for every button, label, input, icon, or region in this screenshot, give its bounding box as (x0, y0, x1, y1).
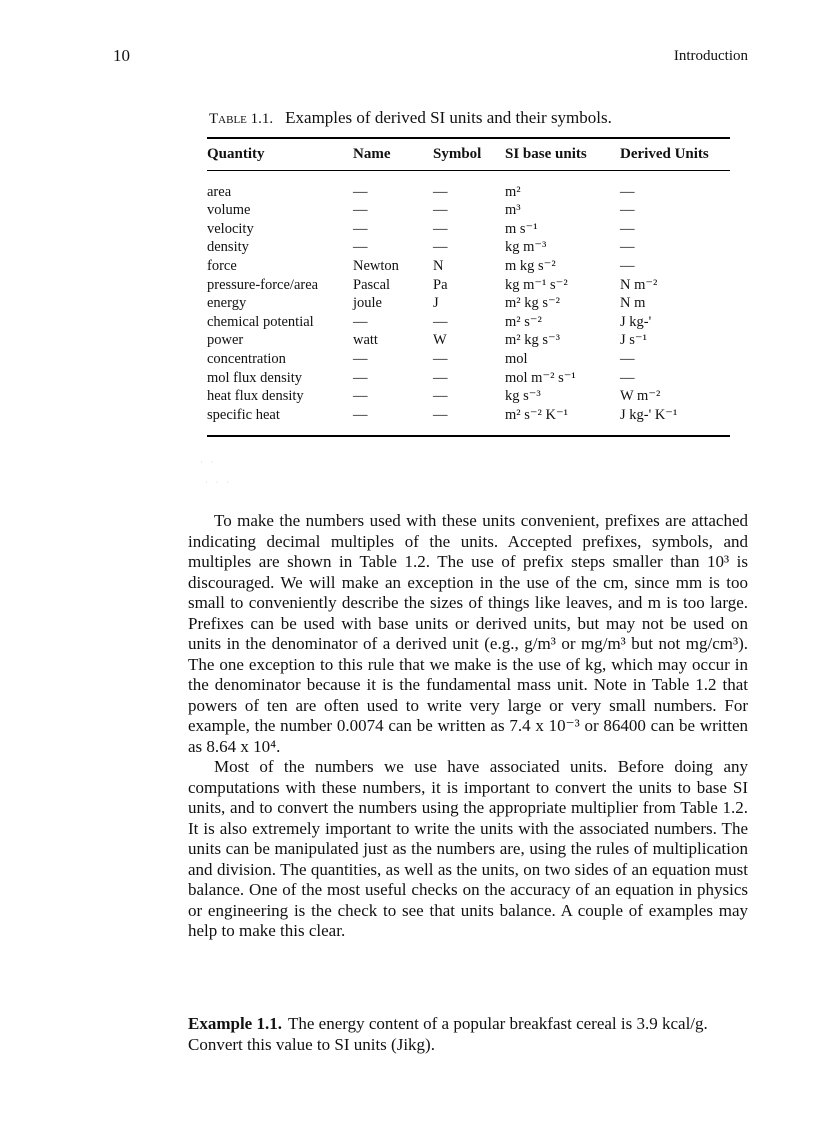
table-header-row (207, 138, 730, 170)
cell-symbol: N (433, 257, 444, 274)
cell-derived-units: — (620, 220, 635, 237)
running-head: Introduction (673, 48, 748, 64)
cell-symbol: — (433, 350, 448, 367)
cell-name: — (353, 369, 368, 386)
cell-quantity: mol flux density (207, 369, 303, 386)
table-row (207, 201, 730, 220)
cell-name: Newton (353, 257, 399, 274)
cell-derived-units: N m (620, 295, 646, 312)
cell-si-base-units: m² s⁻² (505, 313, 542, 330)
table-1-1 (207, 108, 730, 437)
cell-si-base-units: mol (505, 350, 528, 367)
cell-si-base-units: m³ (505, 202, 521, 219)
cell-name: — (353, 202, 368, 219)
cell-derived-units: — (620, 239, 635, 256)
cell-name: — (353, 313, 368, 330)
column-header-name: Name (353, 138, 433, 170)
cell-si-base-units: kg m⁻¹ s⁻² (505, 276, 568, 293)
cell-symbol: J (433, 295, 439, 312)
cell-symbol: — (433, 183, 448, 200)
cell-quantity: specific heat (207, 406, 280, 423)
cell-name: Pascal (353, 276, 391, 293)
cell-name: — (353, 183, 368, 200)
cell-name: — (353, 388, 368, 405)
cell-si-base-units: m² kg s⁻³ (505, 332, 561, 349)
units-table (207, 137, 730, 437)
cell-quantity: pressure-force/area (207, 276, 319, 293)
cell-derived-units: — (620, 257, 635, 274)
table-row (207, 238, 730, 257)
example-text: The energy content of a popular breakfast cereal is 3.9 kcal/g. Convert this value to SI units (Jikg). (188, 1014, 708, 1054)
table-title: Examples of derived SI units and their symbols. (285, 108, 612, 127)
cell-symbol: — (433, 388, 448, 405)
cell-symbol: — (433, 202, 448, 219)
cell-quantity: heat flux density (207, 388, 304, 405)
scan-speck: · · (200, 458, 217, 467)
cell-symbol: — (433, 220, 448, 237)
cell-name: watt (353, 332, 378, 349)
table-row (207, 331, 730, 350)
example-title: Example 1.1. (188, 1014, 282, 1033)
cell-derived-units: W m⁻² (620, 388, 661, 405)
cell-quantity: velocity (207, 220, 254, 237)
cell-derived-units: — (620, 350, 635, 367)
cell-quantity: volume (207, 202, 251, 219)
cell-derived-units: — (620, 202, 635, 219)
cell-si-base-units: kg s⁻³ (505, 388, 541, 405)
table-body (207, 170, 730, 436)
table-row (207, 406, 730, 437)
column-header-si-base-units: SI base units (505, 138, 620, 170)
table-row (207, 313, 730, 332)
cell-si-base-units: mol m⁻² s⁻¹ (505, 369, 576, 386)
body-text (188, 511, 748, 942)
cell-name: joule (353, 295, 382, 312)
cell-quantity: energy (207, 295, 247, 312)
cell-derived-units: N m⁻² (620, 276, 658, 293)
cell-symbol: — (433, 406, 448, 423)
table-row (207, 350, 730, 369)
cell-si-base-units: m² kg s⁻² (505, 295, 561, 312)
cell-symbol: Pa (433, 276, 448, 293)
table-caption (209, 108, 730, 128)
column-header-symbol: Symbol (433, 138, 505, 170)
table-row (207, 276, 730, 295)
column-header-derived-units: Derived Units (620, 138, 730, 170)
cell-name: — (353, 406, 368, 423)
paragraph: To make the numbers used with these units convenient, prefixes are attached indicating decimal multiples of the units. Accepted prefixes, symbols, and multiples are shown in Table 1.2. The use of prefix steps smaller than 10³ is discouraged. We will make an exception in the use of the cm, since mm is too small to conveniently describe the sizes of things like leaves, and m is too large. Prefixes can be used with base units or derived units, but may not be used on units in the denominator of a derived unit (e.g., g/m³ or mg/m³ but not mg/cm³). The one exception to this rule that we make is the use of kg, which may occur in the denominator because it is the fundamental mass unit. Note in Table 1.2 that powers of ten are often used to write very large or very small numbers. For example, the number 0.0074 can be written as 7.4 x 10⁻³ or 86400 can be written as 8.64 x 10⁴. (188, 511, 748, 756)
cell-quantity: power (207, 332, 244, 349)
page-number: 10 (113, 46, 130, 65)
cell-derived-units: J s⁻¹ (620, 332, 647, 349)
paragraph: Most of the numbers we use have associated units. Before doing any computations with these numbers, it is important to convert the units to base SI units, and to convert the numbers using the appropriate multiplier from Table 1.2. It is also extremely important to write the units with the associated numbers. The units can be manipulated just as the numbers are, using the rules of multiplication and division. The quantities, as well as the units, on two sides of an equation must balance. One of the most useful checks on the accuracy of an equation in physics or engineering is the check to see that units balance. A couple of examples may help to make this clear. (188, 757, 748, 940)
table-label: Table 1.1. (209, 111, 274, 127)
cell-derived-units: J kg-' K⁻¹ (620, 406, 678, 423)
table-row (207, 369, 730, 388)
cell-derived-units: J kg-' (620, 313, 652, 330)
cell-quantity: concentration (207, 350, 286, 367)
cell-si-base-units: kg m⁻³ (505, 239, 547, 256)
table-row (207, 170, 730, 201)
table-row (207, 294, 730, 313)
cell-name: — (353, 220, 368, 237)
cell-quantity: chemical potential (207, 313, 314, 330)
cell-symbol: — (433, 369, 448, 386)
cell-si-base-units: m kg s⁻² (505, 257, 556, 274)
column-header-quantity: Quantity (207, 138, 353, 170)
cell-quantity: area (207, 183, 232, 200)
table-row (207, 387, 730, 406)
cell-quantity: density (207, 239, 249, 256)
scan-speck: · · · (205, 478, 232, 487)
cell-derived-units: — (620, 183, 635, 200)
cell-si-base-units: m² s⁻² K⁻¹ (505, 406, 568, 423)
cell-derived-units: — (620, 369, 635, 386)
cell-quantity: force (207, 257, 237, 274)
table-row (207, 220, 730, 239)
cell-symbol: W (433, 332, 447, 349)
cell-symbol: — (433, 239, 448, 256)
cell-si-base-units: m s⁻¹ (505, 220, 538, 237)
cell-name: — (353, 239, 368, 256)
example-1-1 (188, 1014, 748, 1055)
cell-symbol: — (433, 313, 448, 330)
cell-name: — (353, 350, 368, 367)
cell-si-base-units: m² (505, 183, 521, 200)
table-row (207, 257, 730, 276)
